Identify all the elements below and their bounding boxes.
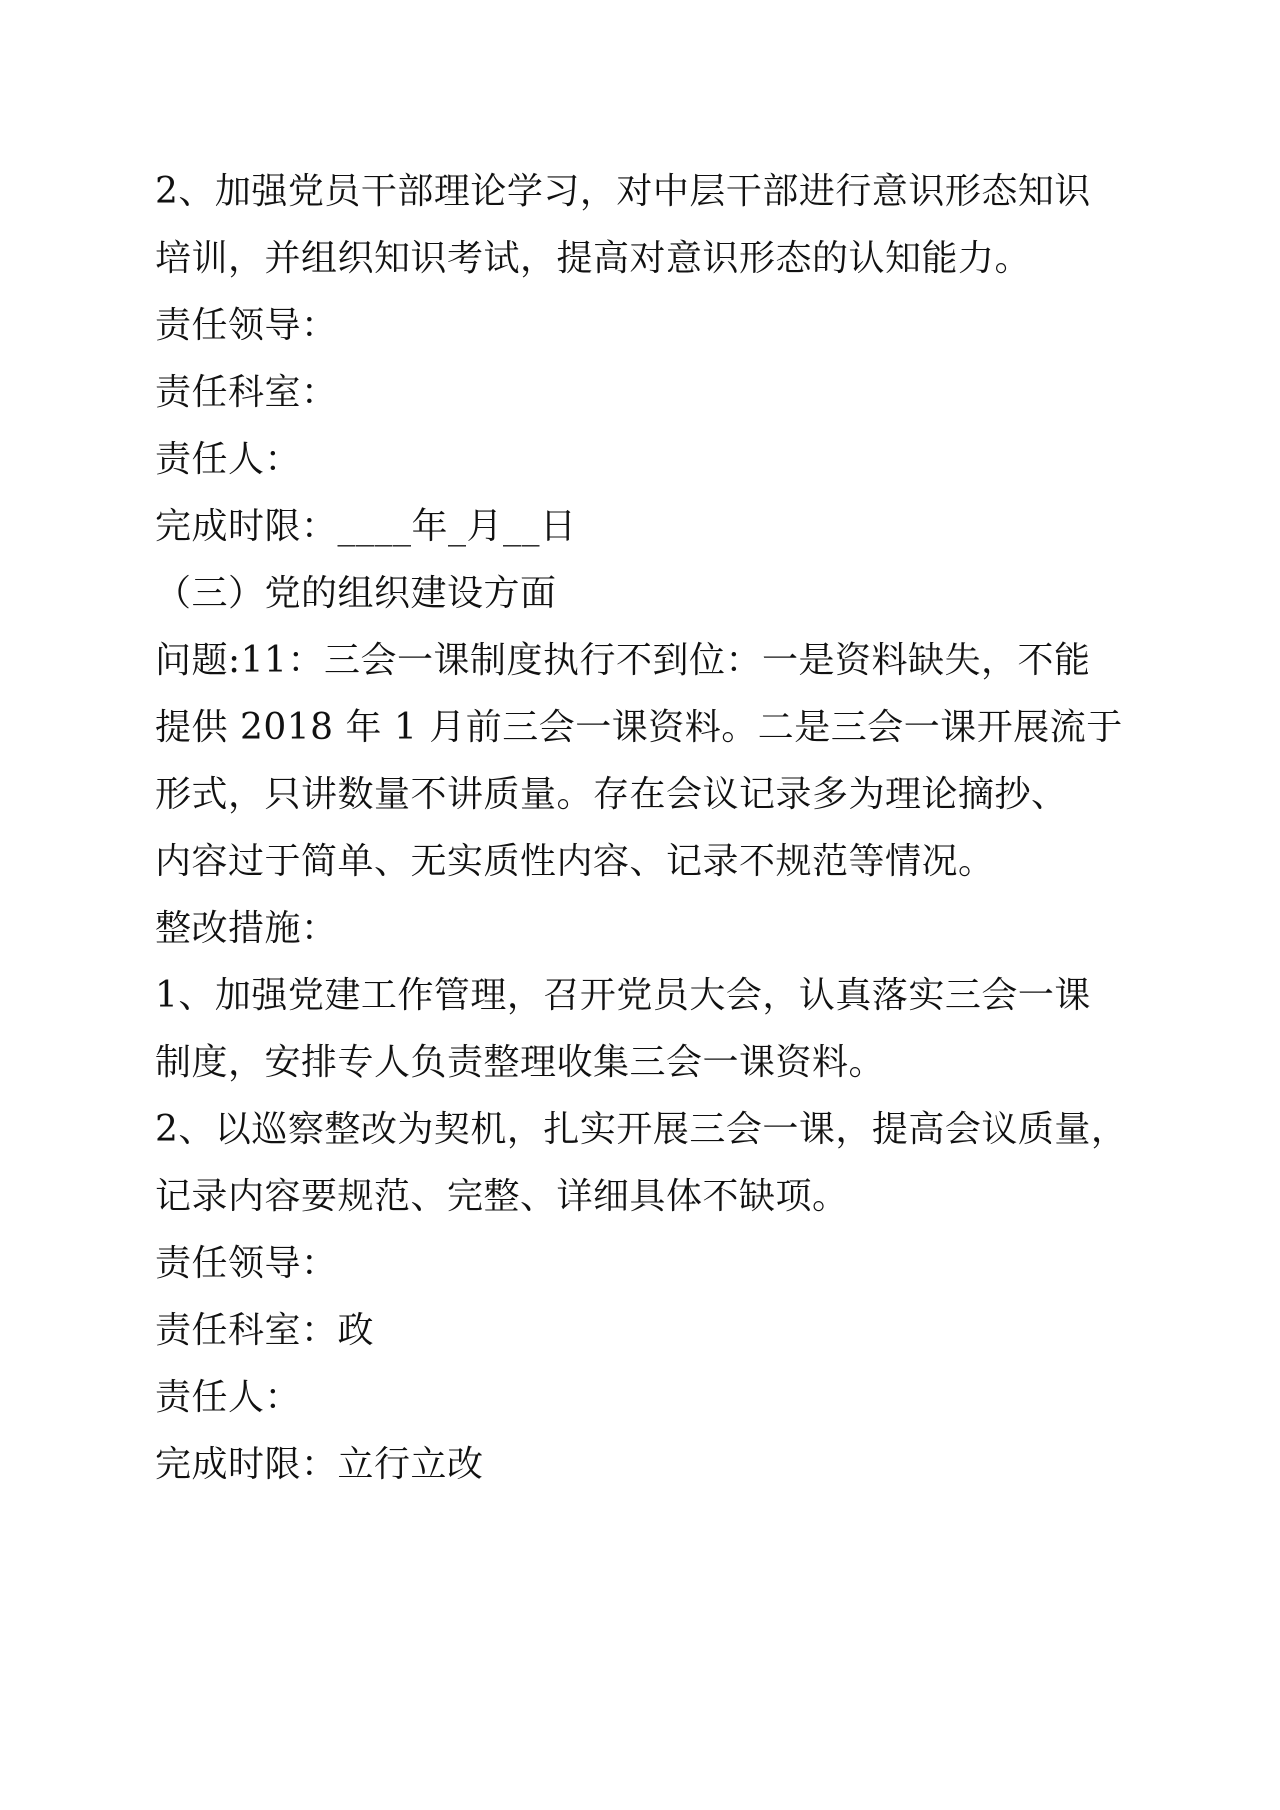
measure-line: 2、以巡察整改为契机，扎实开展三会一课，提高会议质量， (155, 1109, 1128, 1150)
responsible-leader-line: 责任领导： (155, 1243, 338, 1284)
deadline-line: 完成时限：立行立改 (155, 1444, 484, 1485)
responsible-leader-line: 责任领导： (155, 305, 338, 346)
measure-line: 1、加强党建工作管理，召开党员大会，认真落实三会一课 (155, 975, 1091, 1016)
section-heading: （三）党的组织建设方面 (155, 573, 557, 614)
problem-line: 问题:11：三会一课制度执行不到位：一是资料缺失，不能 (155, 640, 1091, 681)
responsible-department-line: 责任科室： (155, 372, 338, 413)
responsible-person-line: 责任人： (155, 1377, 302, 1418)
problem-line: 内容过于简单、无实质性内容、记录不规范等情况。 (155, 841, 995, 882)
paragraph-line: 2、加强党员干部理论学习，对中层干部进行意识形态知识 (155, 171, 1091, 212)
measure-line: 制度，安排专人负责整理收集三会一课资料。 (155, 1042, 886, 1083)
measures-heading: 整改措施： (155, 908, 338, 949)
deadline-line: 完成时限：____年_月__日 (155, 506, 577, 547)
problem-line: 形式，只讲数量不讲质量。存在会议记录多为理论摘抄、 (155, 774, 1068, 815)
measure-line: 记录内容要规范、完整、详细具体不缺项。 (155, 1176, 849, 1217)
responsible-person-line: 责任人： (155, 439, 302, 480)
problem-line: 提供 2018 年 1 月前三会一课资料。二是三会一课开展流于 (155, 707, 1123, 748)
document-page (155, 158, 1135, 1498)
responsible-department-line: 责任科室：政 (155, 1310, 375, 1351)
paragraph-line: 培训，并组织知识考试，提高对意识形态的认知能力。 (155, 238, 1032, 279)
